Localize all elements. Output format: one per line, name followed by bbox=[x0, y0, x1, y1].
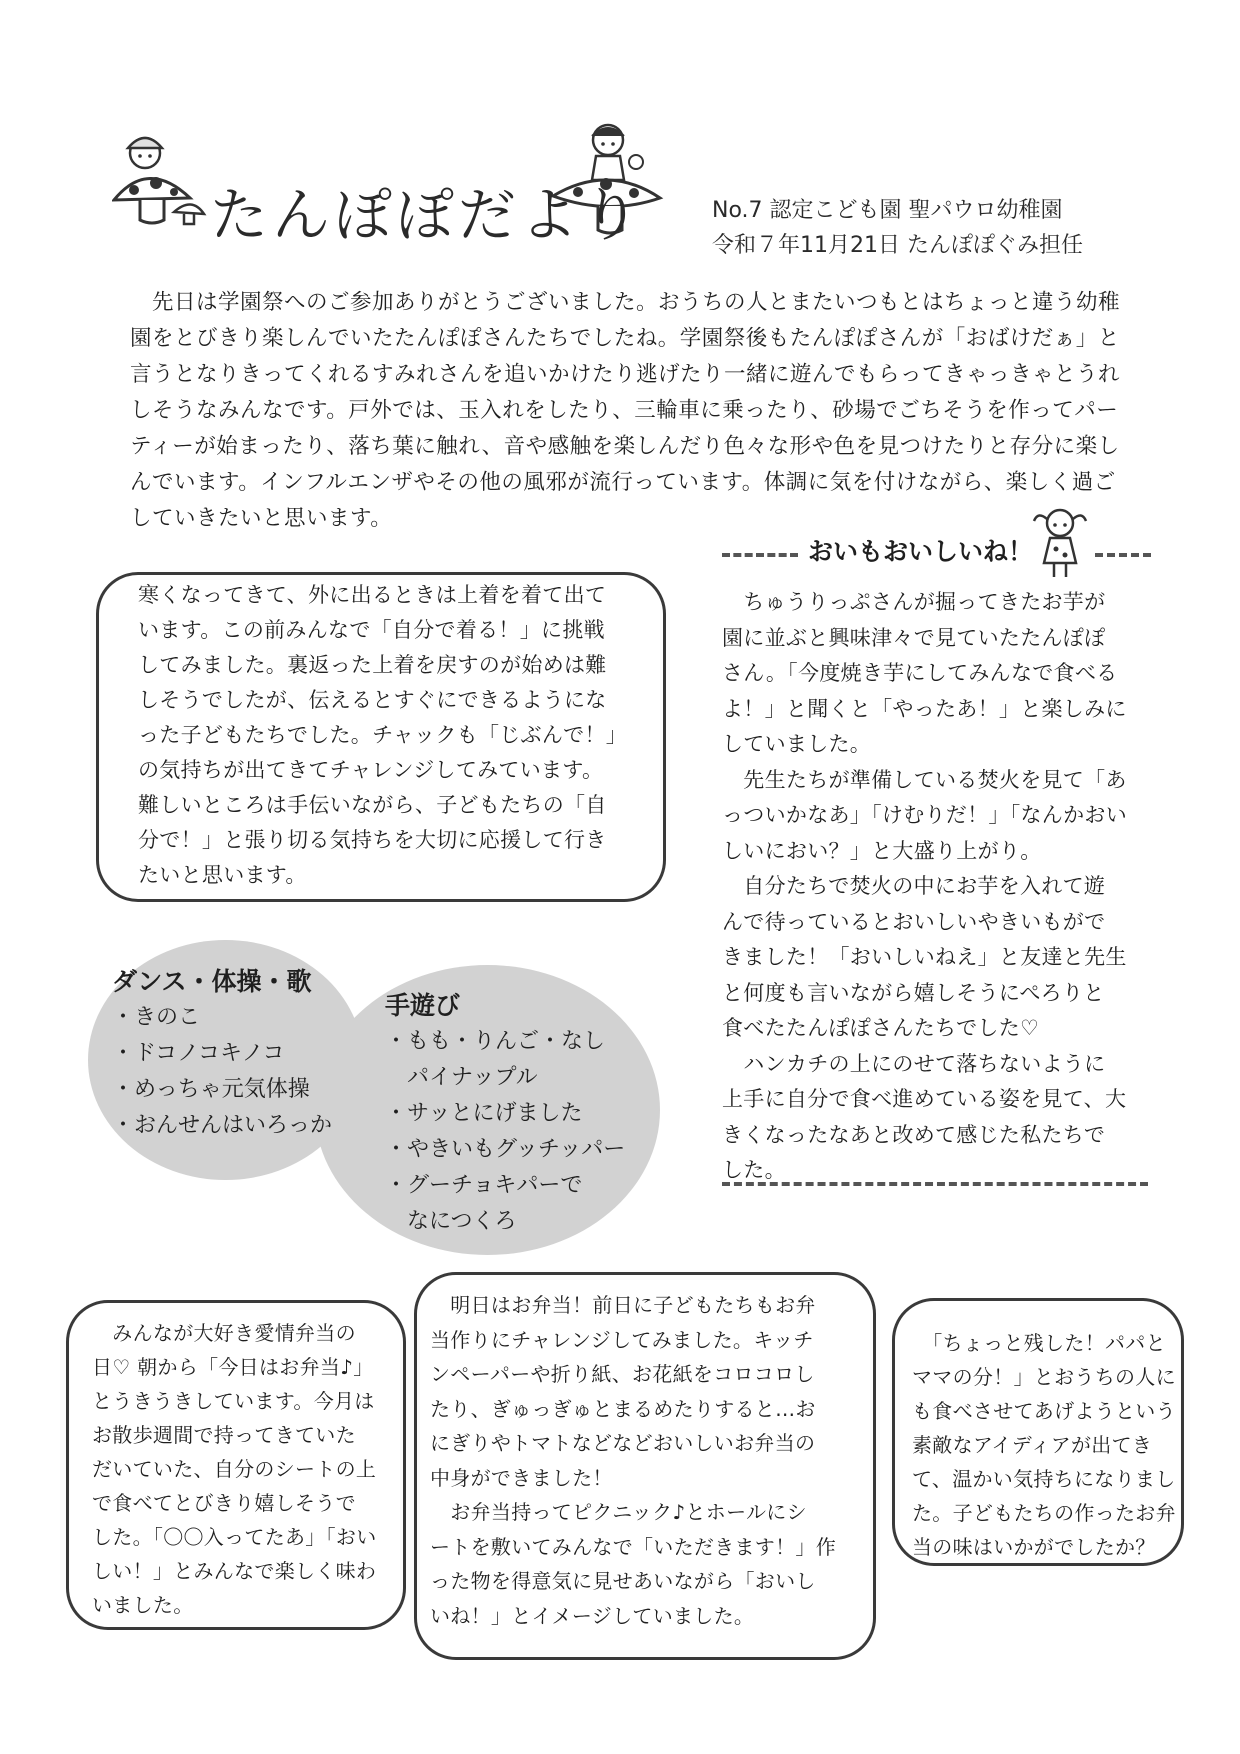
mushroom-child-left-illustration bbox=[112, 128, 207, 228]
handplay-list-item: ・もも・りんご・なし bbox=[385, 1029, 606, 1054]
dance-list-title: ダンス・体操・歌 bbox=[112, 967, 312, 996]
handplay-list-item: ・サッとにげました bbox=[385, 1101, 583, 1126]
heading-dash-left bbox=[722, 553, 798, 557]
dance-list-item: ・おんせんはいろっか bbox=[112, 1113, 333, 1138]
dance-list-item: ・きのこ bbox=[112, 1005, 201, 1030]
box-bottom-right-text: 「ちょっと残した！パパと ママの分！」とおうちの人に も食べさせてあげようという 素敵なアイディアが出てき て、温かい気持ちになりまし た。子どもたちの作ったお弁 当の味はいかがでしたか？ bbox=[912, 1331, 1176, 1559]
handplay-list-item: ・グーチョキパーで bbox=[385, 1173, 583, 1198]
handplay-list-title: 手遊び bbox=[385, 991, 461, 1020]
dance-list-item: ・めっちゃ元気体操 bbox=[112, 1077, 310, 1102]
heading-dash-right bbox=[1095, 553, 1151, 557]
handplay-list-item: ・やきいもグッチッパー bbox=[385, 1137, 626, 1162]
newsletter-title: たんぽぽだより bbox=[210, 181, 645, 249]
box-bottom-left-text: みんなが大好き愛情弁当の 日♡ 朝から「今日はお弁当♪」 とうきうきしています。今月は お散歩週間で持ってきていた だいていた、自分のシートの上 で食べてとびきり嬉しそうで した。「〇〇入ってたあ」「おい しい！」とみんなで楽しく味わ いました。 bbox=[92, 1321, 377, 1617]
handplay-list-item: パイナップル bbox=[385, 1065, 538, 1090]
right-column-body: ちゅうりっぷさんが掘ってきたお芋が 園に並ぶと興味津々で見ていたたんぽぽ さん。「今度焼き芋にしてみんなで食べる よ！」と聞くと「やったあ！」と楽しみに していました。 先生たちが準備している焚火を見て「あ っついかなあ」「けむりだ！」「なんかおい しいにおい？」と大盛り上がり。 自分たちで焚火の中にお芋を入れて遊 んで待っているとおいしいやきいもがで きました！「おいしいねえ」と友達と先生 と何度も言いながら嬉しそうにぺろりと 食べたたんぽぽさんたちでした♡ ハンカチの上にのせて落ちないように 上手に自分で食べ進めている姿を見て、大 きくなったなあと改めて感じた私たちで した。 bbox=[722, 590, 1127, 1182]
right-column-bottom-dash bbox=[722, 1182, 1148, 1186]
handplay-list-item: なにつくろ bbox=[385, 1209, 517, 1234]
box-top-text: 寒くなってきて、外に出るときは上着を着て出て います。この前みんなで「自分で着る！」に挑戦 してみました。裏返った上着を戻すのが始めは難 しそうでしたが、伝えるとすぐにできるようにな った子どもたちでした。チャックも「じぶんで！」 の気持ちが出てきてチャレンジしてみています。 難しいところは手伝いながら、子どもたちの「自 分で！」と張り切る気持ちを大切に応援して行き たいと思います。 bbox=[138, 583, 628, 887]
right-column-heading: おいもおいしいね！ bbox=[808, 537, 1034, 566]
box-bottom-center-text: 明日はお弁当！前日に子どもたちもお弁 当作りにチャレンジしてみました。キッチ ンペーパーや折り紙、お花紙をコロコロし たり、ぎゅっぎゅとまるめたりすると…お にぎりやトマトなどなどおいしいお弁当の 中身ができました！ お弁当持ってピクニック♪とホールにシ ートを敷いてみんなで「いただきます！」作 った物を得意気に見せあいながら「おいし いね！」とイメージしていました。 bbox=[430, 1293, 836, 1628]
child-hat bbox=[128, 138, 162, 148]
date-line: 令和７年11月21日 たんぽぽぐみ担任 bbox=[712, 233, 1083, 258]
issue-line: No.7 認定こども園 聖パウロ幼稚園 bbox=[712, 198, 1063, 223]
girl-icon bbox=[1030, 505, 1090, 583]
dance-list-item: ・ドコノコキノコ bbox=[112, 1041, 285, 1066]
intro-paragraph: 先日は学園祭へのご参加ありがとうございました。おうちの人とまたいつもとはちょっと違う幼稚 園をとびきり楽しんでいたたんぽぽさんたちでしたね。学園祭後もたんぽぽさんが「おばけだぁ」と 言うとなりきってくれるすみれさんを追いかけたり逃げたり一緒に遊んでもらってきゃっきゃとうれ しそうなみんなです。戸外では、玉入れをしたり、三輪車に乗ったり、砂場でごちそうを作ってパー ティーが始まったり、落ち葉に触れ、音や感触を楽しんだり色々な形や色を見つけたりと存分に楽し んでいます。インフルエンザやその他の風邪が流行っています。体調に気を付けながら、楽しく過ご していきたいと思います。 bbox=[130, 290, 1121, 531]
